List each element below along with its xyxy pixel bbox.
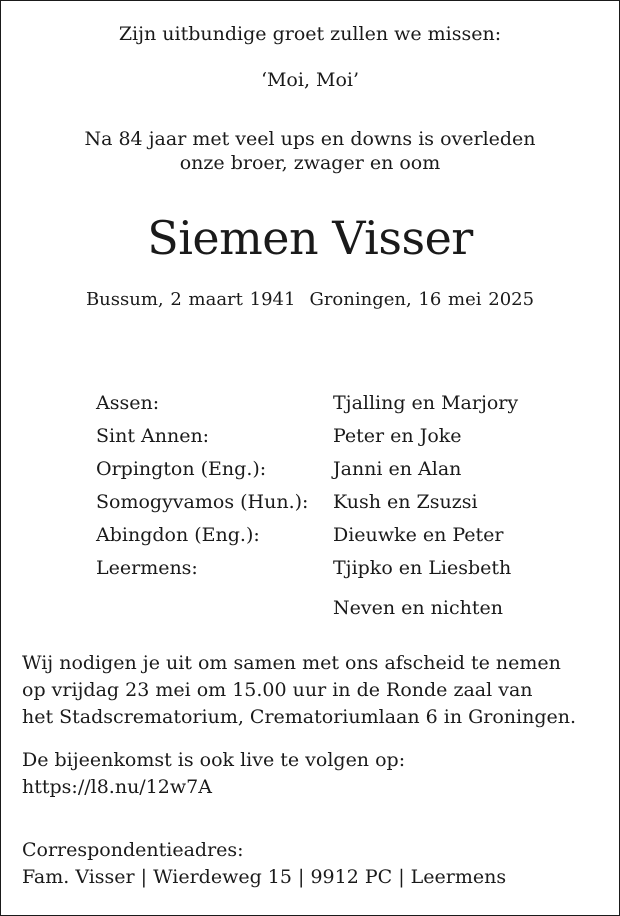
correspondence-info bbox=[22, 837, 612, 891]
birth-date: Bussum, 2 maart 1941 bbox=[85, 289, 296, 310]
family-place: Orpington (Eng.): bbox=[96, 458, 267, 480]
correspondence-address: Fam. Visser | Wierdeweg 15 | 9912 PC | Leermens bbox=[22, 866, 507, 888]
correspondence-label: Correspondentieadres: bbox=[22, 839, 244, 861]
deceased-name: Siemen Visser bbox=[147, 211, 473, 265]
family-names: Dieuwke en Peter bbox=[333, 524, 504, 546]
family-row bbox=[0, 388, 620, 421]
family-list bbox=[0, 388, 620, 586]
family-row bbox=[0, 520, 620, 553]
family-names: Tjalling en Marjory bbox=[333, 392, 519, 414]
announcement bbox=[0, 127, 620, 175]
family-names: Peter en Joke bbox=[333, 425, 462, 447]
family-row bbox=[0, 553, 620, 586]
family-place: Assen: bbox=[96, 392, 160, 414]
family-place: Leermens: bbox=[96, 557, 198, 579]
invitation-text bbox=[22, 650, 612, 731]
quote-text: ‘Moi, Moi’ bbox=[260, 69, 360, 91]
family-place: Somogyvamos (Hun.): bbox=[96, 491, 309, 513]
livestream-url: https://l8.nu/12w7A bbox=[22, 776, 212, 798]
announcement-line-1: Na 84 jaar met veel ups en downs is overleden bbox=[84, 128, 536, 150]
invitation-line-3: het Stadscrematorium, Crematoriumlaan 6 in Groningen. bbox=[22, 706, 577, 728]
family-place: Abingdon (Eng.): bbox=[96, 524, 260, 546]
family-names: Janni en Alan bbox=[333, 458, 462, 480]
livestream-info bbox=[22, 747, 612, 801]
family-names: Kush en Zsuzsi bbox=[333, 491, 478, 513]
family-names: Tjipko en Liesbeth bbox=[333, 557, 512, 579]
intro-text: Zijn uitbundige groet zullen we missen: bbox=[118, 23, 502, 45]
invitation-line-1: Wij nodigen je uit om samen met ons afscheid te nemen bbox=[22, 652, 561, 674]
death-date: Groningen, 16 mei 2025 bbox=[309, 289, 535, 310]
family-row bbox=[0, 454, 620, 487]
livestream-text: De bijeenkomst is ook live te volgen op: bbox=[22, 749, 406, 771]
invitation-line-2: op vrijdag 23 mei om 15.00 uur in de Ronde zaal van bbox=[22, 679, 533, 701]
life-dates bbox=[0, 288, 620, 312]
family-row bbox=[0, 421, 620, 454]
family-row bbox=[0, 487, 620, 520]
family-extra: Neven en nichten bbox=[333, 597, 503, 619]
announcement-line-2: onze broer, zwager en oom bbox=[179, 152, 441, 174]
family-place: Sint Annen: bbox=[96, 425, 210, 447]
